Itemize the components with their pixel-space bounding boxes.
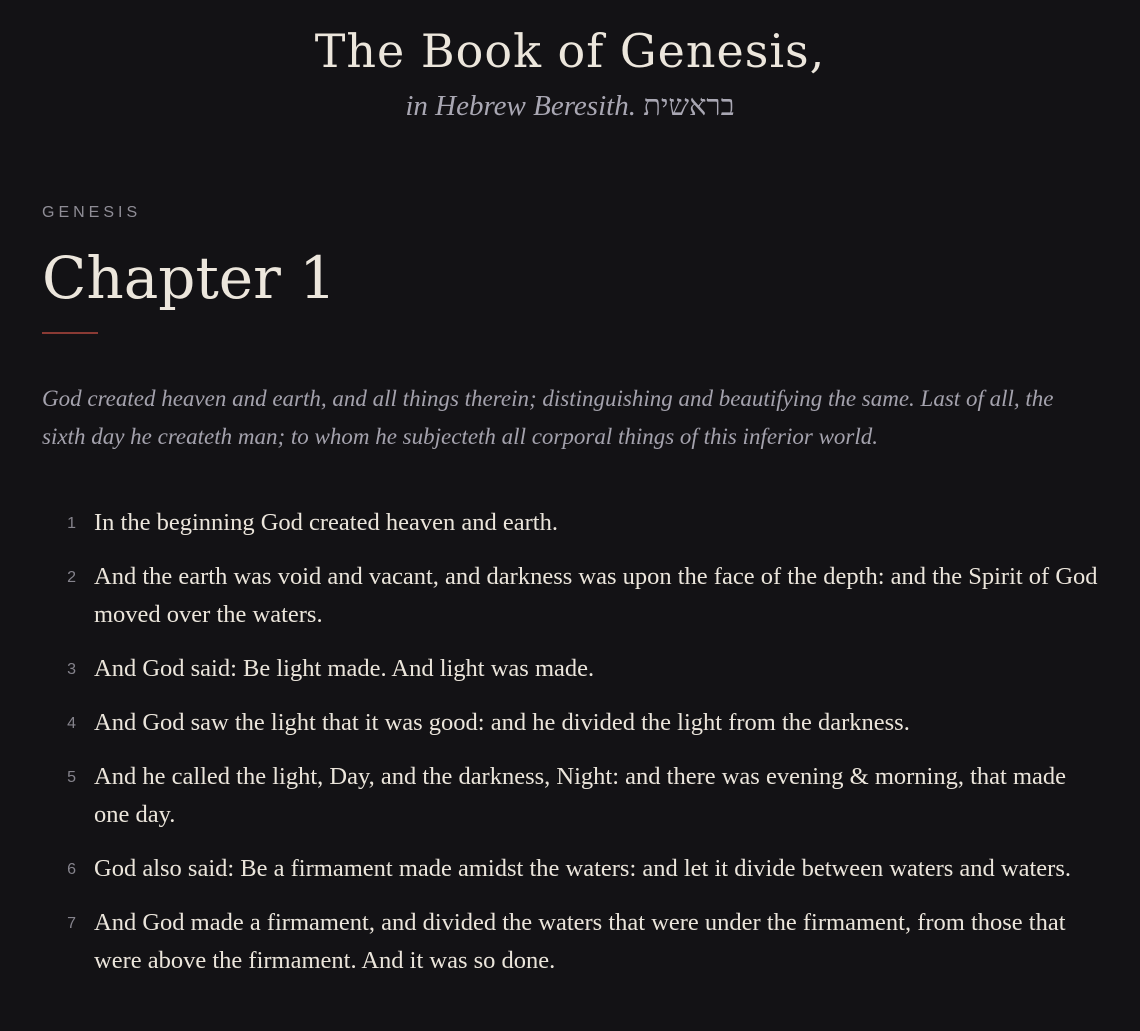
verse-number: 2 [67,569,76,586]
verse-text: In the beginning God created heaven and earth. [94,509,558,536]
verse[interactable] [0,504,1140,542]
verse-text: And God saw the light that it was good: and he divided the light from the darkness. [94,709,910,736]
verse[interactable] [0,650,1140,688]
book-header [0,0,1140,126]
verse[interactable] [0,904,1140,980]
verse[interactable] [0,850,1140,888]
verse-text: And God said: Be light made. And light was made. [94,655,595,682]
verse-number: 5 [67,769,76,786]
chapter-title: Chapter 1 [42,244,337,312]
verse-number: 4 [67,715,76,732]
verse[interactable] [0,758,1140,834]
verse-text: God also said: Be a firmament made amidst the waters: and let it divide between waters and waters. [94,855,1071,882]
book-subtitle-text: in Hebrew Beresith. [405,90,636,122]
book-subtitle [0,86,1140,126]
verse-list [0,504,1140,996]
verse[interactable] [0,704,1140,742]
verse[interactable] [0,558,1140,634]
verse-number: 3 [67,661,76,678]
chapter-divider [42,332,98,334]
verse-number: 7 [67,915,76,932]
book-subtitle-hebrew: בראשית [643,90,735,122]
book-label: GENESIS [42,204,142,221]
book-title: The Book of Genesis, [314,24,826,78]
verse-number: 1 [67,515,76,532]
verse-number: 6 [67,861,76,878]
verse-text: And he called the light, Day, and the darkness, Night: and there was evening & morning, that made one day. [94,763,1067,828]
verse-text: And the earth was void and vacant, and darkness was upon the face of the depth: and the Spirit of God moved over the waters. [94,563,1098,628]
verse-text: And God made a firmament, and divided the waters that were under the firmament, from those that were above the firmament. And it was so done. [94,909,1066,974]
chapter-heading [42,202,1102,334]
chapter-summary: God created heaven and earth, and all things therein; distinguishing and beautifying the same. Last of all, the sixth day he createth man; to whom he subjecteth all corporal things of this inferior world. [42,386,1054,449]
